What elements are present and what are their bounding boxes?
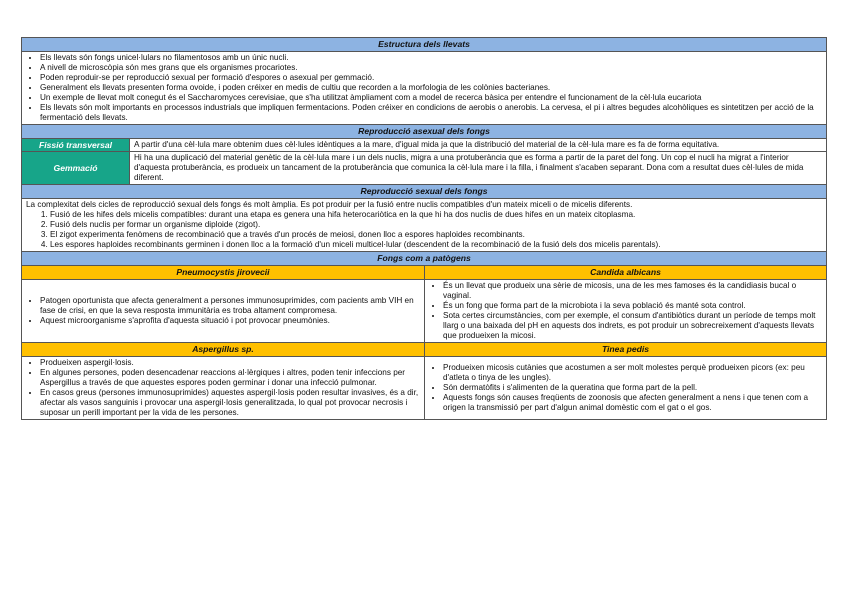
list-item: • Un exemple de llevat molt conegut és el Saccharomyces cerevisiae, que s'ha utilitzat àmpliament com a model de recerca bàsica per entendre el funcionament de la cèl·lula eucariota [40,93,822,103]
list-item: 2. Fusió dels nuclis per formar un organisme diploide (zigot). [50,220,822,230]
subtitle-candida: Candida albicans [425,266,827,280]
candida-list [429,281,822,341]
estructura-list [26,53,822,123]
label-fissio: Fissió transversal [22,139,130,152]
list-item: 1. Fusió de les hifes dels micelis compatibles: durant una etapa es genera una hifa heterocariòtica en la que hi ha dos nuclis de dues hifes en un mateix citoplasma. [50,210,822,220]
list-item: • Generalment els llevats presenten forma ovoide, i poden créixer en medis de cultiu que recorden a la morfologia de les colònies bacterianes. [40,83,822,93]
candida-body [425,280,827,343]
list-item: • És un llevat que produeix una sèrie de micosis, una de les mes famoses és la candidiasis bucal o vaginal. [443,281,822,301]
sexual-body [22,199,827,252]
pneumocystis-body [22,280,425,343]
subtitle-tinea: Tinea pedis [425,343,827,357]
list-item: • Els llevats són fongs unicel·lulars no filamentosos amb un únic nucli. [40,53,822,63]
document-page [21,37,826,420]
sexual-intro: La complexitat dels cicles de reproducció sexual dels fongs és molt àmplia. Es pot produir per la fusió entre nuclis compatibles d'un mateix miceli o de micelis diferents. [26,200,633,209]
list-item: • Poden reproduir-se per reproducció sexual per formació d'espores o asexual per gemmació. [40,73,822,83]
tinea-body [425,357,827,420]
section-title-sexual: Reproducció sexual dels fongs [22,185,827,199]
list-item: • A nivell de microscòpia són mes grans que els organismes procariotes. [40,63,822,73]
list-item: • Produeixen micosis cutànies que acostumen a ser molt molestes perquè produeixen picors (ex: peu d'atleta o tinya de les ungles). [443,363,822,383]
label-gemmacio: Gemmació [22,152,130,185]
list-item: • Aquests fongs són causes freqüents de zoonosis que afecten generalment a nens i que tenen com a origen la transmissió per part d'algun animal domèstic com el gat o el gos. [443,393,822,413]
tinea-list [429,363,822,413]
list-item: • En casos greus (persones immunosuprimides) aquestes aspergil·losis poden resultar invasives, és a dir, afectar als vasos sanguinis i provocar una aspergil·losis generalitzada, lo qual pot provocar necrosis i suposar un perill important per la vida de les persones. [40,388,420,418]
aspergillus-list [26,358,420,418]
subtitle-pneumocystis: Pneumocystis jirovecii [22,266,425,280]
list-item: • Sota certes circumstàncies, com per exemple, el consum d'antibiòtics durant un període de temps molt llarg o una baixada del pH en aquests dos indrets, es pot produir un sobrecreixement d'aquests llevats que produeixen la micosi. [443,311,822,341]
estructura-body [22,52,827,125]
aspergillus-body [22,357,425,420]
section-title-asexual: Reproducció asexual dels fongs [22,125,827,139]
list-item: • És un fong que forma part de la microbiota i la seva població és manté sota control. [443,301,822,311]
list-item: • Aquest microorganisme s'aprofita d'aquesta situació i pot provocar pneumònies. [40,316,420,326]
list-item: • Patogen oportunista que afecta generalment a persones immunosuprimides, com pacients amb VIH en fase de crisi, en que la seva resposta immunitària es troba altament compromesa. [40,296,420,316]
text-fissio: A partir d'una cèl·lula mare obtenim dues cèl·lules idèntiques a la mare, d'igual mida ja que la distribució del material de la cèl·lula mare es fa de forma equitativa. [130,139,827,152]
section-title-estructura: Estructura dels llevats [22,38,827,52]
text-gemmacio: Hi ha una duplicació del material genètic de la cèl·lula mare i un dels nuclis, migra a una protuberància que es forma a partir de la paret del fong. Un cop el nucli ha migrat a l'interior d'aquesta protuberància, es produeix un tancament de la protuberància que comunica la cèl·lula mare i la filla, i finalment s'acaben separant. Dona com a resultat dues cèl·lules de mida diferent. [130,152,827,185]
list-item: 4. Les espores haploides recombinants germinen i donen lloc a la formació d'un miceli multicel·lular (descendent de la recombinació de la fusió dels dos micelis parentals). [50,240,822,250]
subtitle-aspergillus: Aspergillus sp. [22,343,425,357]
sexual-steps [26,210,822,250]
list-item: • Els llevats són molt importants en processos industrials que impliquen fermentacions. Poden créixer en condicions de aerobis o anerobis. La cervesa, el pi i altres begudes alcohòliques es sintetitzen per acció de la fermentació dels llevats. [40,103,822,123]
fungi-summary-table [21,37,827,420]
list-item: 3. El zigot experimenta fenòmens de recombinació que a través d'un procés de meiosi, donen lloc a espores haploides recombinants. [50,230,822,240]
pneumocystis-list [26,296,420,326]
section-title-patogens: Fongs com a patògens [22,252,827,266]
list-item: • En algunes persones, poden desencadenar reaccions al·lèrgiques i altres, poden tenir infeccions per Aspergillus a través de que aquestes espores poden germinar i donar una infecció pulmonar. [40,368,420,388]
list-item: • Són dermatòfits i s'alimenten de la queratina que forma part de la pell. [443,383,822,393]
list-item: • Produeixen aspergil·losis. [40,358,420,368]
